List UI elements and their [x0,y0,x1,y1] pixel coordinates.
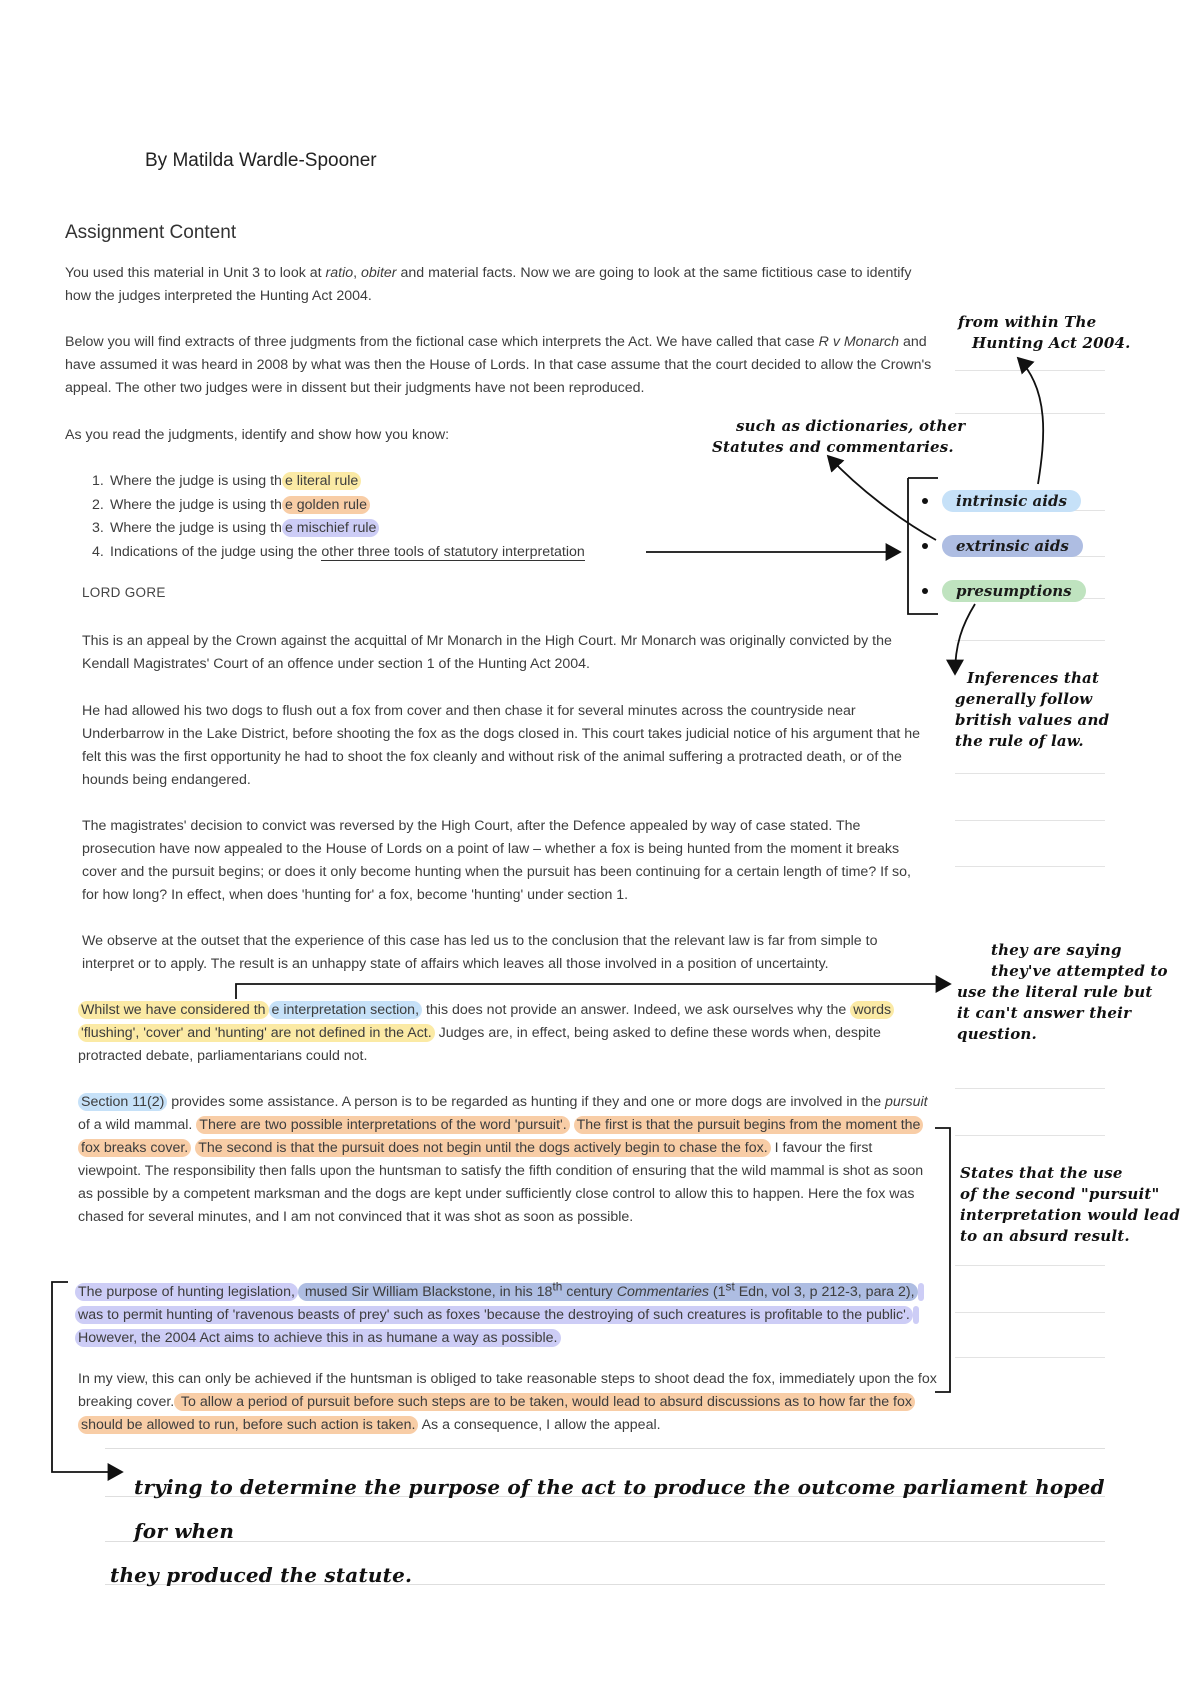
golden-highlight-two-interpretations: There are two possible interpretations of the word 'pursuit'. [196,1116,569,1134]
mischief-rule-highlight: e mischief rule [282,519,379,537]
judgment-paragraph-4: We observe at the outset that the experience of this case has led us to the conclusion that the relevant law is far from simple to interpret or to apply. The result is an unhappy state of affairs which leaves all those involved in a position of uncertainty. [82,933,878,972]
intro-paragraph-2: Below you will find extracts of three judgments from the fictional case which interprets the Act. We have called that case R v Monarch and have assumed it was heard in 2008 by what was then the House of Lords. In that case assume that the court decided to allow the Crown's appeal. The other two judges were in dissent but their judgments have not been reproduced. [65,334,932,396]
literal-highlight-considered: Whilst we have considered th [78,1001,269,1019]
author-line: By Matilda Wardle-Spooner [145,150,377,171]
note-line [955,1312,1105,1313]
intrinsic-highlight-section-11: Section 11(2) [78,1093,167,1111]
judgment-paragraph-2: He had allowed his two dogs to flush out a fox from cover and then chase it for several minutes across the countryside near Underbarrow in the Lake District, before shooting the fox as the dogs closed in. This court takes judicial notice of his argument that he felt this was the first opportunity he had to shoot the fox cleanly and without risk of the animal suffering a protracted death, or of the hounds being endangered. [82,703,921,788]
other-tools-underline: other three tools of statutory interpretation [321,543,585,560]
judgment-paragraph-3: The magistrates' decision to convict was reversed by the High Court, after the Defence appealed by way of case stated. The prosecution have now appealed to the House of Lords on a point of law – whether a fox is being hunted from the moment it breaks cover and the pursuit begins; or does it only become hunting when the pursuit has been continuing for a certain length of time? If so, for how long? In effect, when does 'hunting for' a fox, become 'hunting' under section 1. [82,818,911,903]
intrinsic-aids-tag: intrinsic aids [942,490,1081,512]
note-line [955,1135,1105,1136]
golden-highlight-first-interpretation: The first is that the pursuit begins from the moment the fox breaks cover. [78,1116,923,1157]
intrinsic-highlight-interpretation-section: e interpretation section, [269,1001,422,1019]
judgment-paragraph-6: Section 11(2) provides some assistance. A person is to be regarded as hunting if they and one or more dogs are involved in the pursuit of a wild mammal. There are two possible interpretations of the word 'pursuit'. The first is that the pursuit begins from the moment the fox breaks cover. The second is that the pursuit does not begin until the dogs actively begin to chase the fox. I favour the first viewpoint. The responsibility then falls upon the huntsman to satisfy the fifth condition of ensuring that the wild mammal is shot as soon as possible by a competent marksman and the dogs are kept under sufficiently close control to allow this to happen. Here the fox was chased for several minutes, and I am not convinced that it was shot as soon as possible. [78,1094,928,1225]
judgment-paragraph-7 [75,1275,935,1350]
golden-highlight-absurd: To allow a period of pursuit before such steps are to be taken, would lead to absurd discussions as to how far the fox should be allowed to run, before such action is taken. [78,1393,915,1434]
note-purpose-of-act: trying to determine the purpose of the act to produce the outcome parliament hoped for when they produced the statute. [110,1475,1105,1587]
note-line [955,866,1105,867]
rule-item-golden: 2. Where the judge is using th e golden rule [92,494,585,518]
bullet-extrinsic [922,543,928,549]
intro-paragraph-1: You used this material in Unit 3 to look at ratio, obiter and material facts. Now we are going to look at the same fictitious case to identify how the judges interpreted the Hunting Act 2004. [65,265,912,304]
literal-rule-highlight: e literal rule [282,472,361,490]
judge-name: LORD GORE [82,585,166,600]
judgment-paragraph-8: In my view, this can only be achieved if the huntsman is obliged to take reasonable steps to shoot dead the fox, immediately upon the fox breaking cover. To allow a period of pursuit before such steps are to be taken, would lead to absurd discussions as to how far the fox should be allowed to run, before such action is taken. As a consequence, I allow the appeal. [78,1371,937,1433]
golden-rule-highlight: e golden rule [282,496,370,514]
extrinsic-aids-tag: extrinsic aids [942,535,1083,557]
note-line [955,1265,1105,1266]
bullet-intrinsic [922,498,928,504]
rules-list [92,470,585,564]
judgment-paragraph-1: This is an appeal by the Crown against the acquittal of Mr Monarch in the High Court. Mr Monarch was originally convicted by the Kendall Magistrates' Court of an offence under section 1 of the Hunting Act 2004. [82,633,892,672]
presumptions-tag: presumptions [942,580,1086,602]
note-line [955,773,1105,774]
note-line [955,1357,1105,1358]
bullet-presumptions [922,588,928,594]
extrinsic-highlight-blackstone: mused Sir William Blackstone, in his 18th century Commentaries (1st Edn, vol 3, p 212-3, para 2), [298,1283,918,1301]
note-line [955,370,1105,371]
note-within-act: from within The Hunting Act 2004. [958,313,1131,352]
intro-paragraph-3: As you read the judgments, identify and show how you know: [65,427,450,443]
rule-item-other-tools: 4. Indications of the judge using the other three tools of statutory interpretation [92,543,585,560]
mischief-highlight-ravenous-beasts: was to permit hunting of 'ravenous beasts of prey' such as foxes 'because the destroying of such creatures is profitable to the public'. [75,1283,924,1324]
note-inferences: Inferences that generally follow british values and the rule of law. [955,669,1110,750]
golden-highlight-second-interpretation: The second is that the pursuit does not begin until the dogs actively begin to chase the fox. [195,1139,770,1157]
mischief-highlight-humane: However, the 2004 Act aims to achieve this in as humane a way as possible. [75,1306,919,1347]
judgment-paragraph-5: Whilst we have considered th e interpretation section, this does not provide an answer. Indeed, we ask ourselves why the words 'flushing', 'cover' and 'hunting' are not defined in the Act. Judges are, in effect, being asked to define these words when, despite protracted debate, parliamentarians could not. [78,999,938,1068]
section-heading: Assignment Content [65,222,237,243]
literal-highlight-words: words 'flushing', 'cover' and 'hunting' are not defined in the Act. [78,1001,894,1042]
note-line [955,640,1105,641]
note-absurd-result: States that the use of the second "pursuit" interpretation would lead to an absurd result. [960,1164,1181,1245]
note-line [955,1088,1105,1089]
rule-item-literal: 1. Where the judge is using th e literal rule [92,470,585,494]
note-line [955,413,1105,414]
note-line [955,820,1105,821]
mischief-highlight-purpose: The purpose of hunting legislation, [75,1283,298,1301]
rule-item-mischief: 3. Where the judge is using th e mischief rule [92,517,585,541]
note-literal-attempt: they are saying they've attempted to use the literal rule but it can't answer their question. [957,941,1168,1043]
note-dictionaries: such as dictionaries, other Statutes and commentaries. [712,417,966,456]
note-line-wide [105,1448,1105,1449]
